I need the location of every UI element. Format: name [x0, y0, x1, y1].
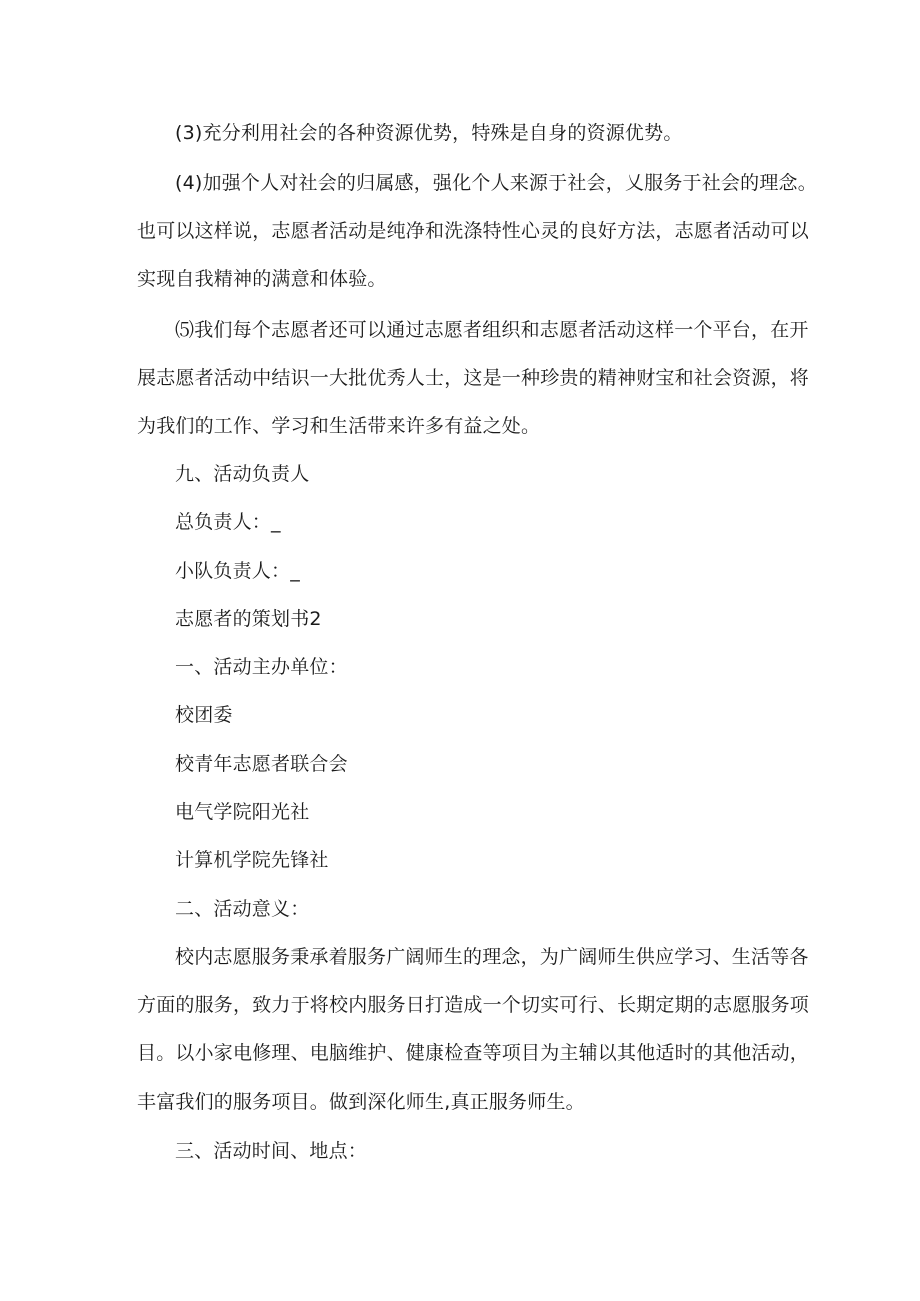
- organizer-item: 校团委: [175, 704, 233, 726]
- paragraph-item-4-continued: 也可以这样说，志愿者活动是纯净和洗涤特性心灵的良好方法，志愿者活动可以: [137, 220, 810, 242]
- significance-paragraph-continued: 方面的服务，致力于将校内服务日打造成一个切实可行、长期定期的志愿服务项: [137, 994, 810, 1016]
- paragraph-item-4-end: 实现自我精神的满意和体验。: [137, 268, 387, 290]
- significance-paragraph-end: 丰富我们的服务项目。做到深化师生,真正服务师生。: [137, 1091, 585, 1113]
- significance-paragraph: 校内志愿服务秉承着服务广阔师生的理念，为广阔师生供应学习、生活等各: [175, 946, 809, 968]
- section-heading-1: 一、活动主办单位：: [175, 656, 348, 678]
- section-heading-9: 九、活动负责人: [175, 463, 310, 485]
- significance-paragraph-continued: 目。以小家电修理、电脑维护、健康检查等项目为主辅以其他适时的其他活动，: [137, 1042, 810, 1064]
- document-title-2: 志愿者的策划书2: [175, 608, 322, 630]
- organizer-item: 计算机学院先锋社: [175, 849, 329, 871]
- organizer-item: 电气学院阳光社: [175, 801, 310, 823]
- organizer-item: 校青年志愿者联合会: [175, 753, 348, 775]
- chief-leader-field: 总负责人：_: [175, 511, 281, 533]
- paragraph-item-5-end: 为我们的工作、学习和生活带来许多有益之处。: [137, 415, 541, 437]
- section-heading-2: 二、活动意义：: [175, 898, 310, 920]
- team-leader-field: 小队负责人：_: [175, 560, 300, 582]
- paragraph-item-4: (4)加强个人对社会的归属感，强化个人来源于社会，乂服务于社会的理念。: [175, 172, 817, 194]
- paragraph-item-5-continued: 展志愿者活动中结识一大批优秀人士，这是一种珍贵的精神财宝和社会资源，将: [137, 367, 810, 389]
- section-heading-3: 三、活动时间、地点：: [175, 1140, 368, 1162]
- paragraph-item-3: (3)充分利用社会的各种资源优势，特殊是自身的资源优势。: [175, 122, 683, 144]
- paragraph-item-5: ⑸我们每个志愿者还可以通过志愿者组织和志愿者活动这样一个平台，在开: [175, 319, 809, 341]
